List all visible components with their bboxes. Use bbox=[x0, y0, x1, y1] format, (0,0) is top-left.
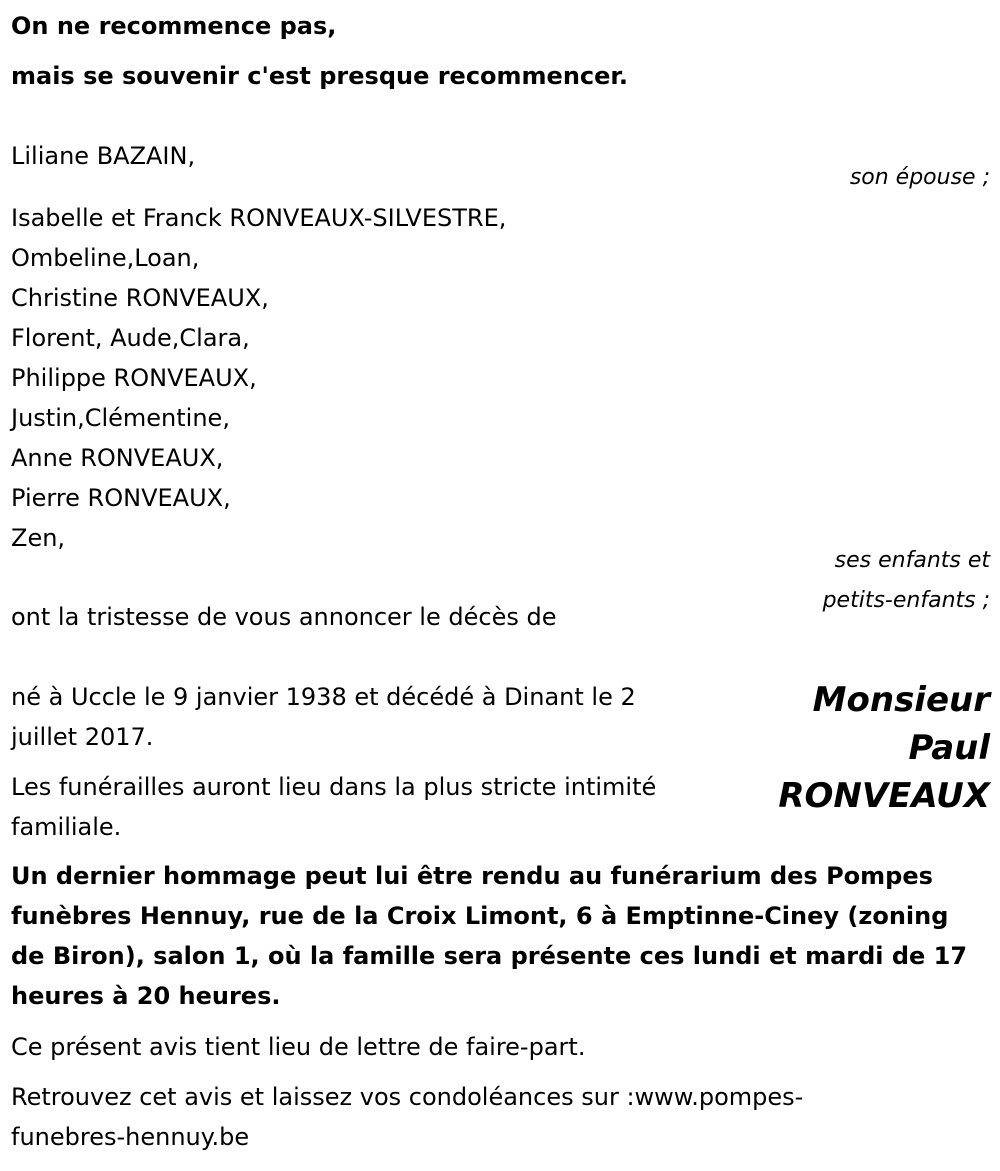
family-role-line-1: ses enfants et bbox=[834, 548, 990, 573]
family-member: Anne RONVEAUX, bbox=[11, 444, 224, 472]
funeral-line-1: Les funérailles auront lieu dans la plus stricte intimité bbox=[11, 773, 657, 801]
deceased-first-name: Paul bbox=[908, 728, 990, 768]
family-member: Philippe RONVEAUX, bbox=[11, 364, 257, 392]
deceased-last-name: RONVEAUX bbox=[778, 776, 990, 816]
family-role-line-2: petits-enfants ; bbox=[822, 588, 990, 613]
wife-name: Liliane BAZAIN, bbox=[11, 142, 196, 170]
family-member: Ombeline,Loan, bbox=[11, 244, 200, 272]
birth-death-line-2: juillet 2017. bbox=[11, 723, 154, 751]
family-member: Christine RONVEAUX, bbox=[11, 284, 269, 312]
condolences-line-2: funebres-hennuy.be bbox=[11, 1123, 250, 1151]
quote-line-1: On ne recommence pas, bbox=[11, 12, 337, 40]
quote-line-2: mais se souvenir c'est presque recommencer. bbox=[11, 62, 628, 90]
family-member: Zen, bbox=[11, 524, 66, 552]
birth-death-line-1: né à Uccle le 9 janvier 1938 et décédé à Dinant le 2 bbox=[11, 683, 636, 711]
condolences-line-1: Retrouvez cet avis et laissez vos condoléances sur :www.pompes- bbox=[11, 1083, 804, 1111]
tribute-line: Un dernier hommage peut lui être rendu au funérarium des Pompes bbox=[11, 862, 933, 890]
family-list bbox=[11, 198, 506, 558]
tribute-line: heures à 20 heures. bbox=[11, 982, 281, 1010]
notice-text: Ce présent avis tient lieu de lettre de faire-part. bbox=[11, 1033, 586, 1061]
wife-role: son épouse ; bbox=[849, 165, 990, 190]
family-member: Isabelle et Franck RONVEAUX-SILVESTRE, bbox=[11, 204, 507, 232]
deceased-title: Monsieur bbox=[812, 680, 990, 720]
family-member: Pierre RONVEAUX, bbox=[11, 484, 231, 512]
family-member: Justin,Clémentine, bbox=[11, 404, 230, 432]
funeral-line-2: familiale. bbox=[11, 813, 122, 841]
tribute-line: de Biron), salon 1, où la famille sera présente ces lundi et mardi de 17 bbox=[11, 942, 968, 970]
announcement-text: ont la tristesse de vous annoncer le décès de bbox=[11, 603, 557, 631]
tribute-paragraph bbox=[11, 856, 967, 1016]
family-member: Florent, Aude,Clara, bbox=[11, 324, 250, 352]
deceased-name bbox=[750, 676, 990, 820]
tribute-line: funèbres Hennuy, rue de la Croix Limont, 6 à Emptinne-Ciney (zoning bbox=[11, 902, 949, 930]
